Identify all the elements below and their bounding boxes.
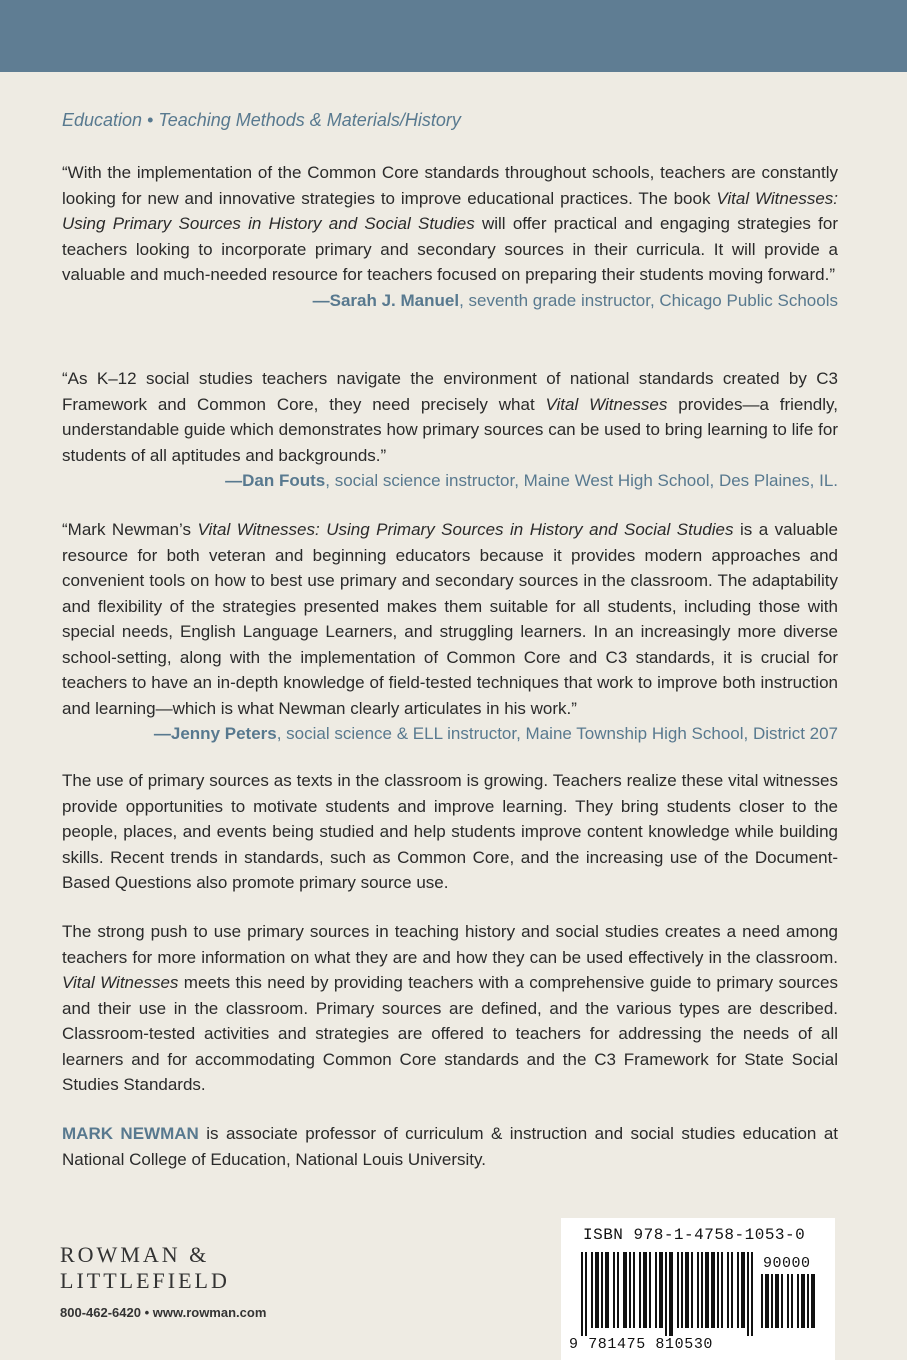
barcode-bar xyxy=(649,1252,651,1328)
endorsement-3-text: “Mark Newman’s Vital Witnesses: Using Primary Sources in History and Social Studies is a valuable resource for both veteran and beginning educators because it provides modern approaches and convenient tools on how to best use primary and secondary sources in the classroom. The adaptability and flexibility of the strategies presented makes them suitable for all students, including those with special needs, English Language Learners, and struggling learners. In an increasingly more diverse school-setting, along with the implementation of Common Core and C3 standards, it is crucial for teachers to have an in-depth knowledge of field-tested techniques that work to improve both instruction and learning—which is what Newman clearly articulates in his work.” xyxy=(62,520,838,718)
endorser-role: , social science instructor, Maine West High School, Des Plaines, IL. xyxy=(325,471,838,490)
endorsement-2-text: “As K–12 social studies teachers navigate the environment of national standards created by C3 Framework and Common Core, they need precisely what Vital Witnesses provides—a friendly, understandable guide which demonstrates how primary sources can be used to bring learning to life for students of all aptitudes and backgrounds.” xyxy=(62,369,838,465)
barcode-bar xyxy=(585,1252,587,1336)
barcode-bar xyxy=(751,1252,753,1336)
barcode-bar xyxy=(771,1274,773,1328)
endorsement-2-attribution xyxy=(62,468,838,494)
barcode-bar xyxy=(643,1252,647,1328)
book-title: Vital Witnesses xyxy=(62,973,179,992)
barcode-bar xyxy=(737,1252,739,1328)
barcode-bar xyxy=(617,1252,619,1328)
barcode-bar xyxy=(797,1274,799,1328)
barcode-bar xyxy=(677,1252,679,1328)
barcode-bar xyxy=(697,1252,699,1328)
barcode-bar xyxy=(761,1274,763,1328)
endorsement-3 xyxy=(62,517,838,747)
price-supplement-number: 90000 xyxy=(763,1255,811,1272)
publisher-logo-line-1: ROWMAN & xyxy=(60,1242,210,1267)
barcode-bar xyxy=(781,1274,783,1328)
endorser-role: , seventh grade instructor, Chicago Public Schools xyxy=(459,290,838,310)
publisher-logo xyxy=(60,1242,230,1294)
barcode-bar xyxy=(601,1252,603,1328)
barcode-bar xyxy=(633,1252,635,1328)
book-title: Vital Witnesses: Using Primary Sources in History and Social Studies xyxy=(197,520,734,539)
barcode-bar xyxy=(807,1274,809,1328)
ean-barcode-bars xyxy=(581,1252,753,1336)
barcode-bar xyxy=(711,1252,715,1328)
barcode-bar xyxy=(591,1252,593,1328)
isbn-label: ISBN 978-1-4758-1053-0 xyxy=(583,1226,806,1244)
endorsement-1 xyxy=(62,160,838,313)
barcode-bar xyxy=(717,1252,719,1328)
endorsement-3-attribution xyxy=(62,721,838,747)
endorser-name: —Sarah J. Manuel xyxy=(312,290,460,310)
barcode-bar xyxy=(811,1274,815,1328)
book-category: Education • Teaching Methods & Materials/History xyxy=(62,110,461,130)
endorsement-1-attribution xyxy=(62,288,838,314)
barcode-bar xyxy=(775,1274,779,1328)
supplement-barcode-bars xyxy=(761,1274,821,1336)
barcode-bar xyxy=(721,1252,723,1328)
barcode-bar xyxy=(669,1252,673,1336)
endorser-name: —Dan Fouts xyxy=(225,471,326,490)
endorsement-2 xyxy=(62,366,838,494)
barcode-bar xyxy=(787,1274,789,1328)
barcode-bar xyxy=(613,1252,615,1328)
endorsement-1-text: “With the implementation of the Common Core standards throughout schools, teachers are constantly looking for new and innovative strategies to improve educational practices. The book Vital Witnesses: Using Primary Sources in History and Social Studies will offer practical and engaging strategies for teachers looking to incorporate primary and secondary sources in their curricula. It will provide a valuable and much-needed resource for teachers focused on preparing their students moving forward.” xyxy=(62,163,839,284)
isbn-barcode xyxy=(561,1218,835,1360)
barcode-bar xyxy=(765,1274,769,1328)
ean-number: 9 781475 810530 xyxy=(569,1336,714,1353)
barcode-bar xyxy=(595,1252,599,1328)
barcode-bar xyxy=(701,1252,703,1328)
barcode-bar xyxy=(655,1252,657,1328)
barcode-bar xyxy=(681,1252,683,1328)
barcode-bar xyxy=(731,1252,733,1328)
book-title: Vital Witnesses: Using Primary Sources in History and Social Studies xyxy=(62,188,838,233)
barcode-bar xyxy=(659,1252,663,1328)
description-paragraph-2: The strong push to use primary sources in teaching history and social studies creates a need among teachers for more information on what they are and how they can be used effectively in the classroom. Vital Witnesses meets this need by providing teachers with a comprehensive guide to primary sources and their use in the classroom. Primary sources are defined, and the various types are described. Classroom-tested activities and strategies are offered to teachers for addressing the needs of all learners and for accommodating Common Core standards and the C3 Framework for State Social Studies Standards. xyxy=(62,922,838,1094)
publisher-logo-line-2: LITTLEFIELD xyxy=(60,1268,230,1293)
endorser-role: , social science & ELL instructor, Maine Township High School, District 207 xyxy=(276,724,838,743)
barcode-bar xyxy=(747,1252,749,1336)
barcode-bar xyxy=(801,1274,805,1328)
barcode-bar xyxy=(705,1252,709,1328)
barcode-bar xyxy=(665,1252,667,1336)
barcode-bar xyxy=(623,1252,627,1328)
description-paragraph-1: The use of primary sources as texts in the classroom is growing. Teachers realize these vital witnesses provide opportunities to motivate students and improve learning. They bring students closer to the people, places, and events being studied and help students improve content knowledge while building skills. Recent trends in standards, such as Common Core, and the increasing use of the Document-Based Questions also promote primary source use. xyxy=(62,771,838,892)
barcode-bar xyxy=(685,1252,689,1328)
barcode-bar xyxy=(691,1252,693,1328)
barcode-bar xyxy=(727,1252,729,1328)
barcode-bar xyxy=(581,1252,583,1336)
barcode-bar xyxy=(791,1274,793,1328)
barcode-bar xyxy=(741,1252,745,1328)
author-bio-text: is associate professor of curriculum & instruction and social studies education at National College of Education, National Louis University. xyxy=(62,1124,838,1169)
top-color-band xyxy=(0,0,907,72)
barcode-bar xyxy=(639,1252,641,1328)
author-name: MARK NEWMAN xyxy=(62,1124,199,1143)
barcode-bar xyxy=(629,1252,631,1328)
publisher-contact: 800-462-6420 • www.rowman.com xyxy=(60,1305,267,1320)
author-bio xyxy=(62,1121,838,1172)
barcode-bar xyxy=(605,1252,609,1328)
endorser-name: —Jenny Peters xyxy=(153,724,277,743)
book-title: Vital Witnesses xyxy=(545,394,668,414)
